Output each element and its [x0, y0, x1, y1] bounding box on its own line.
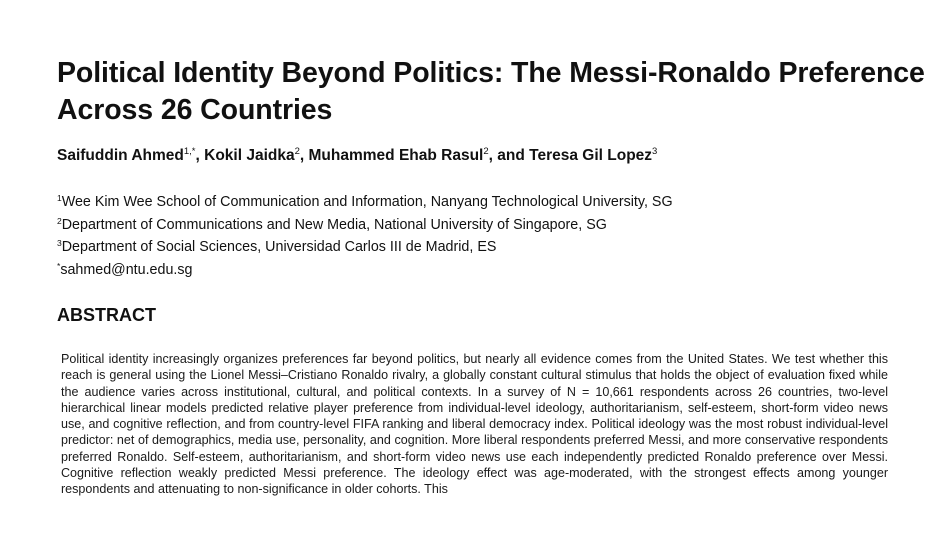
affiliation-text: Department of Communications and New Media, National University of Singapore, SG	[61, 216, 607, 233]
affiliation-mark: 2	[57, 215, 62, 226]
author-name: Muhammed Ehab Rasul	[308, 147, 484, 164]
author-separator: ,	[299, 147, 309, 164]
corresponding-mark: *	[57, 260, 61, 271]
author-list	[57, 146, 937, 166]
affiliation-line	[57, 236, 917, 259]
author-affiliation-mark: 2	[294, 146, 300, 157]
author-name: Kokil Jaidka	[204, 147, 295, 164]
abstract-heading: ABSTRACT	[57, 305, 156, 325]
author-affiliation-mark: 1,*	[183, 146, 196, 157]
author-name: Saifuddin Ahmed	[57, 147, 184, 164]
affiliation-list	[57, 191, 917, 281]
author-separator: ,	[195, 147, 205, 164]
affiliation-line	[57, 191, 917, 214]
corresponding-email-line	[57, 259, 917, 282]
corresponding-email: sahmed@ntu.edu.sg	[60, 261, 193, 278]
author-affiliation-mark: 2	[483, 146, 489, 157]
author-affiliation-mark: 3	[652, 146, 658, 157]
author-name: Teresa Gil Lopez	[529, 147, 653, 164]
affiliation-line	[57, 214, 917, 237]
affiliation-mark: 1	[57, 193, 62, 203]
paper-title: Political Identity Beyond Politics: The Messi-Ronaldo Preference Across 26 Countries	[57, 57, 925, 126]
author-separator: , and	[488, 147, 530, 164]
affiliation-mark: 3	[57, 238, 62, 249]
abstract-text: Political identity increasingly organizes preferences far beyond politics, but nearly all evidence comes from the United States. We test whether this reach is general using the Lionel Messi–Cristiano Ronaldo rivalry, a globally constant cultural stimulus that holds the object of evaluation fixed while the audience varies across institutional, cultural, and political contexts. In a survey of N = 10,661 respondents across 26 countries, two-level hierarchical linear models predicted relative player preference from individual-level ideology, authoritarianism, self-esteem, short-form video news use, and cognitive reflection, and from country-level FIFA ranking and liberal democracy index. Political ideology was the most robust individual-level predictor: net of demographics, media use, personality, and cognition. More liberal respondents preferred Messi, and more conservative respondents preferred Ronaldo. Self-esteem, authoritarianism, and short-form video news use each independently predicted Ronaldo preference over Messi. Cognitive reflection weakly predicted Messi preference. The ideology effect was age-moderated, with the strongest effects among younger respondents and attenuating to non-significance in older cohorts. This	[61, 352, 888, 497]
affiliation-text: Department of Social Sciences, Universidad Carlos III de Madrid, ES	[61, 239, 497, 256]
affiliation-text: Wee Kim Wee School of Communication and Information, Nanyang Technological University, SG	[61, 194, 673, 210]
